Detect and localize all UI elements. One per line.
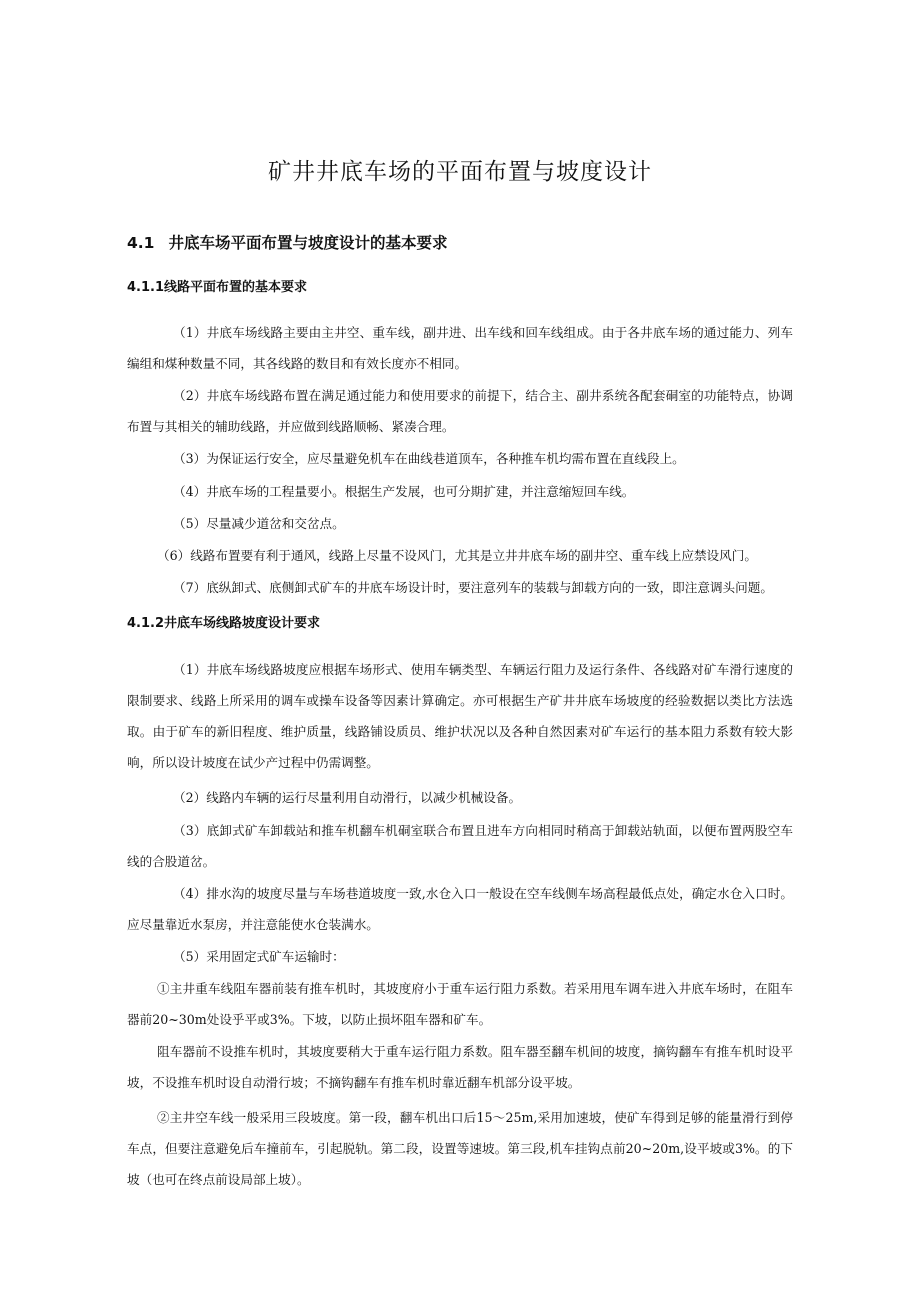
paragraph-4-1-1-item-1: （1）井底车场线路主要由主井空、重车线，副井进、出车线和回车线组成。由于各井底车场的通过能力、列车编组和煤种数量不同，其各线路的数目和有效长度亦不相同。 [127,325,793,371]
paragraph-4-1-1-item-7: （7）底纵卸式、底侧卸式矿车的井底车场设计时，要注意列车的装载与卸载方向的一致，即注意调头问题。 [173,580,773,595]
paragraph-4-1-1-item-6: （6）线路布置要有利于通风，线路上尽量不设风门，尤其是立井井底车场的副井空、重车线上应禁设风门。 [157,548,757,563]
paragraph-4-1-2-item-2: （2）线路内车辆的运行尽量利用自动滑行，以减少机械设备。 [173,790,522,805]
paragraph-4-1-1-item-4: （4）井底车场的工程量要小。根据生产发展，也可分期扩建，并注意缩短回车线。 [173,484,635,499]
section-heading-4-1 [127,231,447,253]
section-heading-4-1-2: 4.1.2井底车场线路坡度设计要求 [127,616,321,631]
paragraph-4-1-2-item-1: （1）井底车场线路坡度应根据车场形式、使用车辆类型、车辆运行阻力及运行条件、各线路对矿车滑行速度的限制要求、线路上所采用的调车或操车设备等因素计算确定。亦可根据生产矿井井底车场坡度的经验数据以类比方法选取。由于矿车的新旧程度、维护质量，线路铺设质员、维护状况以及各种自然因素对矿车运行的基本阻力系数有较大影响，所以设计坡度在试少产过程中仍需调整。 [127,662,793,770]
paragraph-4-1-2-item-3: （3）底卸式矿车卸载站和推车机翻车机硐室联合布置且进车方向相同时稍高于卸载站轨面，以便布置两股空车线的合股道岔。 [127,823,793,869]
paragraph-4-1-2-item-4: （4）排水沟的坡度尽量与车场巷道坡度一致,水仓入口一般设在空车线侧车场高程最低点处，确定水仓入口时。应尽量靠近水泵房，并注意能使水仓装满水。 [127,886,793,932]
paragraph-4-1-2-item-5-sub-1-cont: 阻车器前不设推车机时，其坡度要稍大于重车运行阻力系数。阻车器至翻车机间的坡度，摘钩翻车有推车机时设平坡，不设推车机时设自动滑行坡；不摘钩翻车有推车机时靠近翻车机部分设平坡。 [127,1044,793,1090]
section-title: 井底车场平面布置与坡度设计的基本要求 [168,234,448,252]
document-title: 矿井井底车场的平面布置与坡度设计 [268,159,652,185]
paragraph-4-1-2-item-5-sub-1: ①主井重车线阻车器前装有推车机时，其坡度府小于重车运行阻力系数。若采用甩车调车进入井底车场时，在阻车器前20~30m处设乎平或3%。下坡，以防止损坏阻车器和矿车。 [127,981,793,1027]
paragraph-4-1-1-item-3: （3）为保证运行安全，应尽量避免机车在曲线巷道顶车，各种推车机均需布置在直线段上。 [173,451,685,466]
paragraph-4-1-2-item-5-sub-2: ②主井空车线一般采用三段坡度。第一段，翻车机出口后15～25m,采用加速坡，使矿车得到足够的能量滑行到停车点，但要注意避免后车撞前车，引起脱轨。第二段，设置等速坡。第三段,机车挂钩点前20~20m,设平坡或3%。的下坡（也可在终点前设局部上坡）。 [127,1110,793,1187]
paragraph-4-1-2-item-5: （5）采用固定式矿车运输时： [173,949,345,964]
paragraph-4-1-1-item-5: （5）尽量减少道岔和交岔点。 [173,516,345,531]
section-number: 4.1 [127,234,155,252]
section-heading-4-1-1: 4.1.1线路平面布置的基本要求 [127,280,308,295]
paragraph-4-1-1-item-2: （2）井底车场线路布置在满足通过能力和使用要求的前提下，结合主、副井系统各配套硐室的功能特点，协调布置与其相关的辅助线路，并应做到线路顺畅、紧凑合理。 [127,388,793,434]
